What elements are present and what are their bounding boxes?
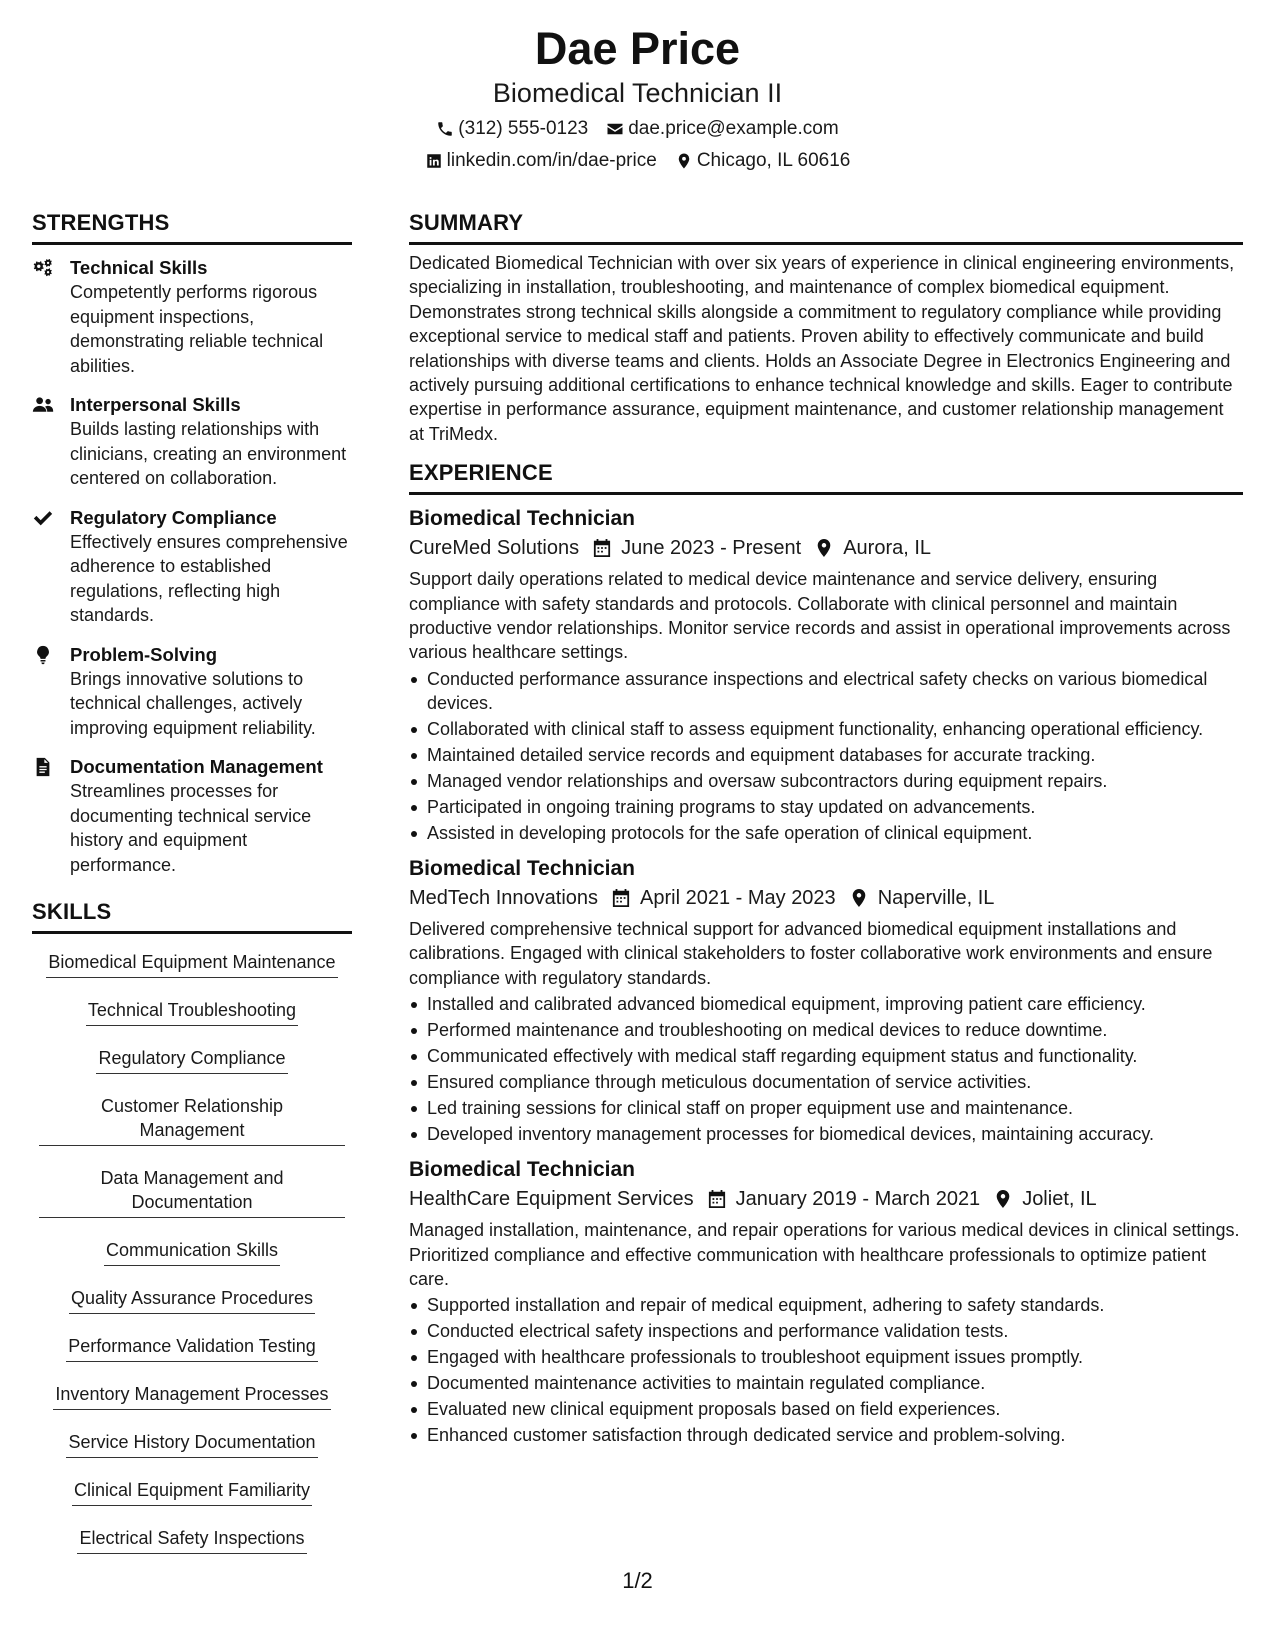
job-entry — [409, 1156, 1243, 1447]
right-column — [409, 210, 1243, 1447]
skill-label: Customer Relationship Management — [39, 1094, 345, 1146]
lightbulb-icon — [32, 645, 54, 665]
strength-title: Documentation Management — [70, 756, 323, 777]
strength-item — [32, 754, 352, 877]
job-location: Naperville, IL — [877, 886, 995, 909]
list-item: Assisted in developing protocols for the safe operation of clinical equipment. — [427, 821, 1243, 845]
left-column — [32, 210, 352, 1574]
job-entry — [409, 505, 1243, 845]
skill-label: Biomedical Equipment Maintenance — [46, 950, 337, 978]
job-meta — [409, 533, 1243, 563]
list-item: Collaborated with clinical staff to assess equipment functionality, enhancing operational efficiency. — [427, 717, 1243, 741]
skill-label: Quality Assurance Procedures — [69, 1286, 315, 1314]
skill-label: Data Management and Documentation — [39, 1166, 345, 1218]
strengths-list — [32, 255, 352, 877]
skill-item — [32, 1238, 352, 1266]
job-meta — [409, 883, 1243, 913]
skill-label: Regulatory Compliance — [96, 1046, 287, 1074]
list-item: Communicated effectively with medical staff regarding equipment status and functionality. — [427, 1044, 1243, 1068]
skill-item — [32, 1382, 352, 1410]
experience-heading: EXPERIENCE — [409, 460, 1243, 495]
job-dates: April 2021 - May 2023 — [640, 886, 836, 909]
strength-item — [32, 255, 352, 378]
envelope-icon — [606, 120, 624, 138]
users-icon — [32, 395, 54, 415]
list-item: Performed maintenance and troubleshooting on medical devices to reduce downtime. — [427, 1018, 1243, 1042]
job-dates: January 2019 - March 2021 — [735, 1188, 981, 1211]
list-item: Led training sessions for clinical staff on proper equipment use and maintenance. — [427, 1096, 1243, 1120]
list-item: Participated in ongoing training programs to stay updated on advancements. — [427, 795, 1243, 819]
skill-label: Electrical Safety Inspections — [77, 1526, 306, 1554]
job-location: Joliet, IL — [1022, 1188, 1097, 1211]
job-bullets — [409, 992, 1243, 1146]
job-description: Support daily operations related to medical device maintenance and service delivery, ensuring compliance with safety standards and protocols. Collaborate with clinical personnel and maintain productive vendor relationships. Monitor service records and assist in operational improvements across various healthcare settings. — [409, 569, 1231, 663]
list-item: Ensured compliance through meticulous documentation of service activities. — [427, 1070, 1243, 1094]
strength-desc: Brings innovative solutions to technical challenges, actively improving equipment reliability. — [70, 668, 316, 738]
skills-heading: SKILLS — [32, 899, 352, 934]
job-company: MedTech Innovations — [409, 886, 599, 909]
location-text: Chicago, IL 60616 — [696, 150, 851, 171]
job-entry — [409, 855, 1243, 1146]
strength-title: Interpersonal Skills — [70, 394, 241, 415]
check-icon — [32, 508, 54, 528]
list-item: Conducted performance assurance inspections and electrical safety checks on various biomedical devices. — [427, 667, 1243, 715]
strengths-heading: STRENGTHS — [32, 210, 352, 245]
strength-desc: Builds lasting relationships with clinicians, creating an environment centered on collaboration. — [70, 419, 347, 488]
gears-icon — [32, 258, 54, 278]
phone-icon — [436, 120, 454, 138]
job-title: Biomedical Technician — [409, 507, 636, 531]
linkedin-icon — [425, 152, 443, 170]
skill-label: Communication Skills — [104, 1238, 280, 1266]
map-pin-icon — [815, 538, 833, 558]
linkedin-contact[interactable] — [425, 149, 657, 173]
skill-item — [32, 950, 352, 978]
contact-row-1 — [0, 117, 1275, 141]
list-item: Documented maintenance activities to maintain regulated compliance. — [427, 1371, 1243, 1395]
list-item: Maintained detailed service records and equipment databases for accurate tracking. — [427, 743, 1243, 767]
map-pin-icon — [675, 152, 693, 170]
email-text[interactable]: dae.price@example.com — [628, 118, 839, 139]
job-meta — [409, 1184, 1243, 1214]
skill-label: Clinical Equipment Familiarity — [72, 1478, 312, 1506]
calendar-icon — [612, 888, 630, 908]
contact-row-2 — [0, 149, 1275, 173]
list-item: Evaluated new clinical equipment proposals based on field experiences. — [427, 1397, 1243, 1421]
skill-label: Service History Documentation — [66, 1430, 317, 1458]
summary-heading: SUMMARY — [409, 210, 1243, 245]
skill-item — [32, 1430, 352, 1458]
job-dates: June 2023 - Present — [621, 537, 802, 560]
strength-title: Technical Skills — [70, 257, 208, 278]
strength-desc: Competently performs rigorous equipment inspections, demonstrating reliable technical abilities. — [70, 282, 324, 376]
map-pin-icon — [994, 1189, 1012, 1209]
job-bullets — [409, 1293, 1243, 1447]
job-title: Biomedical Technician — [409, 856, 636, 880]
skill-label: Technical Troubleshooting — [86, 998, 298, 1026]
calendar-icon — [593, 538, 611, 558]
email-contact[interactable] — [606, 117, 838, 141]
candidate-title: Biomedical Technician II — [492, 78, 783, 108]
job-bullets — [409, 667, 1243, 845]
page-number: 1/2 — [622, 1568, 653, 1593]
list-item: Enhanced customer satisfaction through dedicated service and problem-solving. — [427, 1423, 1243, 1447]
strength-title: Problem-Solving — [70, 643, 217, 665]
calendar-icon — [708, 1189, 726, 1209]
skill-item — [32, 1526, 352, 1554]
skills-list — [32, 950, 352, 1554]
strength-desc: Streamlines processes for documenting technical service history and equipment performance. — [70, 781, 312, 875]
phone-text: (312) 555-0123 — [458, 118, 589, 139]
location-contact — [675, 149, 851, 173]
strength-item — [32, 505, 352, 628]
job-title: Biomedical Technician — [409, 1158, 636, 1182]
document-icon — [32, 757, 54, 777]
strength-item — [32, 392, 352, 491]
list-item: Installed and calibrated advanced biomedical equipment, improving patient care efficiency. — [427, 992, 1243, 1016]
strength-desc: Effectively ensures comprehensive adherence to established regulations, reflecting high standards. — [70, 531, 348, 625]
list-item: Engaged with healthcare professionals to troubleshoot equipment issues promptly. — [427, 1345, 1243, 1369]
strength-title: Regulatory Compliance — [70, 506, 277, 528]
job-company: CureMed Solutions — [409, 537, 580, 560]
job-company: HealthCare Equipment Services — [409, 1188, 694, 1211]
list-item: Managed vendor relationships and oversaw subcontractors during equipment repairs. — [427, 769, 1243, 793]
skill-item — [32, 1166, 352, 1218]
skill-label: Inventory Management Processes — [53, 1382, 330, 1410]
resume-header — [0, 22, 1275, 173]
skill-item — [32, 1094, 352, 1146]
list-item: Conducted electrical safety inspections and performance validation tests. — [427, 1319, 1243, 1343]
linkedin-text[interactable]: linkedin.com/in/dae-price — [446, 150, 657, 171]
skill-item — [32, 1286, 352, 1314]
phone-contact — [436, 117, 588, 141]
list-item: Supported installation and repair of medical equipment, adhering to safety standards. — [427, 1293, 1243, 1317]
job-location: Aurora, IL — [843, 537, 932, 560]
list-item: Developed inventory management processes for biomedical devices, maintaining accuracy. — [427, 1122, 1243, 1146]
strength-item — [32, 642, 352, 741]
skill-item — [32, 1334, 352, 1362]
job-description: Managed installation, maintenance, and repair operations for various medical devices in clinical settings. Prioritized compliance and effective communication with healthcare professionals to optimize patient care. — [409, 1220, 1240, 1289]
candidate-name: Dae Price — [534, 23, 741, 74]
map-pin-icon — [850, 888, 868, 908]
skill-item — [32, 1478, 352, 1506]
skill-label: Performance Validation Testing — [66, 1334, 317, 1362]
skill-item — [32, 998, 352, 1026]
skill-item — [32, 1046, 352, 1074]
summary-text: Dedicated Biomedical Technician with over six years of experience in clinical engineering environments, specializing in installation, troubleshooting, and maintenance of complex biomedical equipment. Demonstrates strong technical skills alongside a commitment to regulatory compliance while providing exceptional service to medical staff and patients. Proven ability to effectively communicate and build relationships with diverse teams and clients. Holds an Associate Degree in Electronics Engineering and actively pursuing additional certifications to enhance technical knowledge and skills. Eager to contribute expertise in performance assurance, equipment maintenance, and customer relationship management at TriMedx. — [409, 253, 1235, 444]
job-description: Delivered comprehensive technical support for advanced biomedical equipment installations and calibrations. Engaged with clinical stakeholders to foster collaborative work environments and ensure compliance with regulatory standards. — [409, 918, 1213, 988]
